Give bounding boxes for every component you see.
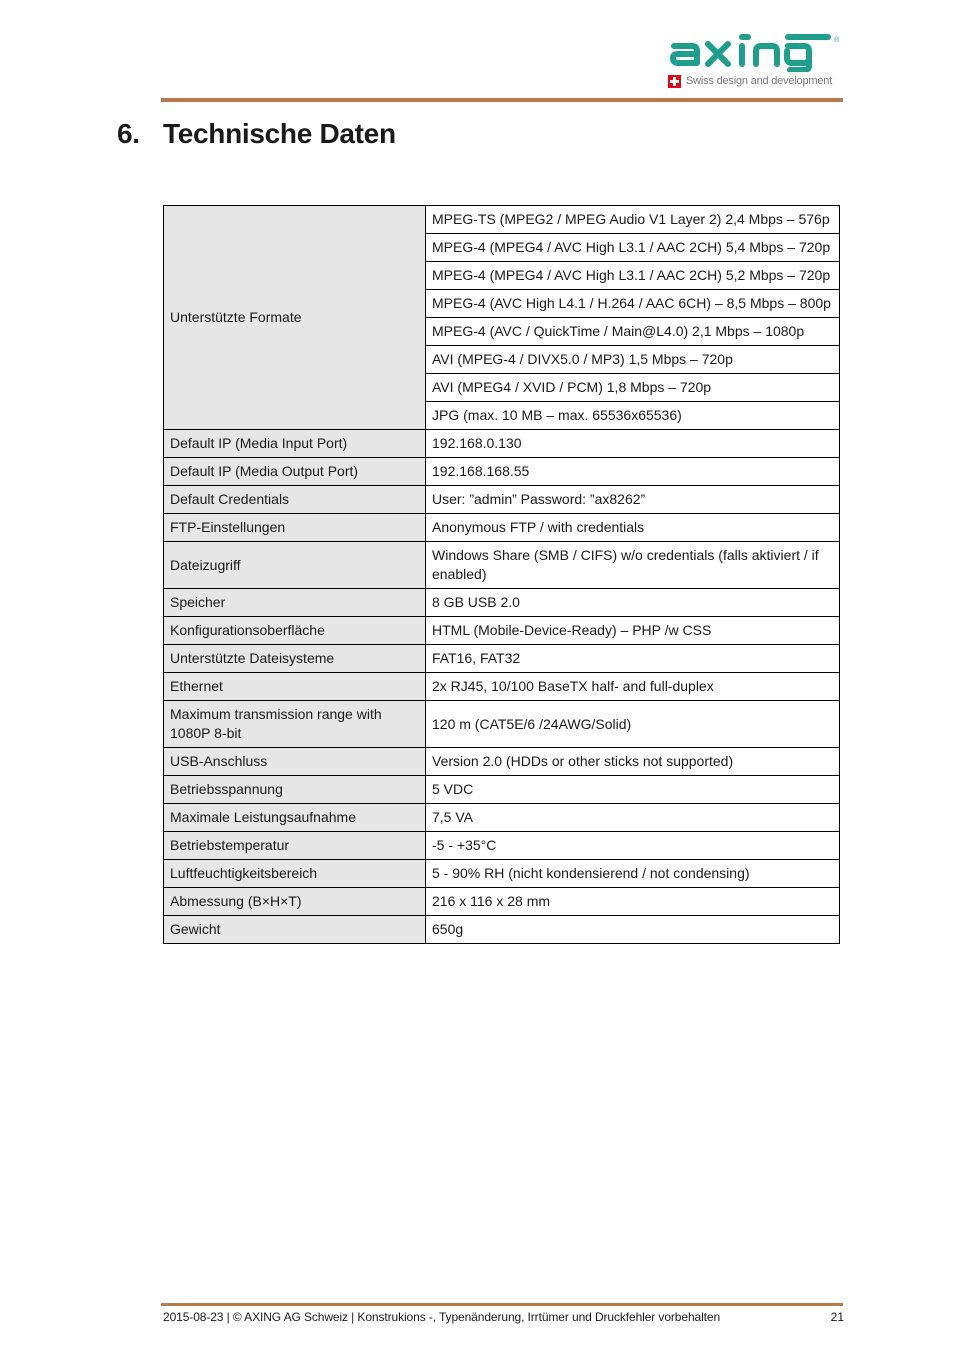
- spec-label: Maximum transmission range with 1080P 8-bit: [164, 701, 426, 748]
- spec-label: Ethernet: [164, 673, 426, 701]
- spec-value: Windows Share (SMB / CIFS) w/o credentials (falls aktiviert / if enabled): [426, 542, 840, 589]
- svg-text:®: ®: [834, 37, 840, 44]
- table-row: [164, 832, 840, 860]
- format-value: AVI (MPEG-4 / DIVX5.0 / MP3) 1,5 Mbps – 720p: [426, 346, 840, 374]
- table-row: [164, 804, 840, 832]
- table-row: [164, 514, 840, 542]
- section-heading: [117, 118, 396, 150]
- table-row: [164, 673, 840, 701]
- table-row: [164, 617, 840, 645]
- header-divider: [161, 98, 843, 102]
- spec-label-formats: Unterstützte Formate: [164, 206, 426, 430]
- spec-value: 120 m (CAT5E/6 /24AWG/Solid): [426, 701, 840, 748]
- format-value: MPEG-4 (MPEG4 / AVC High L3.1 / AAC 2CH) 5,4 Mbps – 720p: [426, 234, 840, 262]
- spec-value: Anonymous FTP / with credentials: [426, 514, 840, 542]
- spec-table: [163, 205, 840, 944]
- spec-label: Konfigurationsoberfläche: [164, 617, 426, 645]
- spec-label: Luftfeuchtigkeitsbereich: [164, 860, 426, 888]
- table-row: [164, 486, 840, 514]
- format-value: MPEG-4 (AVC / QuickTime / Main@L4.0) 2,1 Mbps – 1080p: [426, 318, 840, 346]
- table-row: [164, 860, 840, 888]
- spec-value: User: ”admin” Password: ”ax8262”: [426, 486, 840, 514]
- format-value: MPEG-4 (AVC High L4.1 / H.264 / AAC 6CH) – 8,5 Mbps – 800p: [426, 290, 840, 318]
- spec-value: FAT16, FAT32: [426, 645, 840, 673]
- spec-value: HTML (Mobile-Device-Ready) – PHP /w CSS: [426, 617, 840, 645]
- spec-value: -5 - +35°C: [426, 832, 840, 860]
- spec-label: Speicher: [164, 589, 426, 617]
- footer-text: 2015-08-23 | © AXING AG Schweiz | Konstrukions -, Typenänderung, Irrtümer und Druckfehler vorbehalten: [163, 1310, 721, 1324]
- spec-label: Unterstützte Dateisysteme: [164, 645, 426, 673]
- spec-value: 5 VDC: [426, 776, 840, 804]
- spec-table-body: [164, 206, 840, 944]
- spec-value: 192.168.168.55: [426, 458, 840, 486]
- section-number: 6.: [117, 118, 140, 149]
- swiss-flag-icon: [668, 75, 681, 88]
- table-row: [164, 589, 840, 617]
- spec-label: Betriebstemperatur: [164, 832, 426, 860]
- spec-label: Default IP (Media Input Port): [164, 430, 426, 458]
- spec-value: 650g: [426, 916, 840, 944]
- format-value: MPEG-TS (MPEG2 / MPEG Audio V1 Layer 2) 2,4 Mbps – 576p: [426, 206, 840, 234]
- format-value: AVI (MPEG4 / XVID / PCM) 1,8 Mbps – 720p: [426, 374, 840, 402]
- format-value: MPEG-4 (MPEG4 / AVC High L3.1 / AAC 2CH) 5,2 Mbps – 720p: [426, 262, 840, 290]
- table-row: [164, 748, 840, 776]
- spec-label: Default Credentials: [164, 486, 426, 514]
- spec-label: Abmessung (B×H×T): [164, 888, 426, 916]
- axing-logo: [668, 30, 844, 90]
- table-row: [164, 776, 840, 804]
- table-row: [164, 430, 840, 458]
- spec-label: Dateizugriff: [164, 542, 426, 589]
- spec-label: Maximale Leistungsaufnahme: [164, 804, 426, 832]
- table-row: [164, 888, 840, 916]
- spec-value: 192.168.0.130: [426, 430, 840, 458]
- logo-tagline-row: [668, 73, 832, 89]
- spec-value: 216 x 116 x 28 mm: [426, 888, 840, 916]
- table-row: [164, 542, 840, 589]
- spec-label: USB-Anschluss: [164, 748, 426, 776]
- section-title: Technische Daten: [163, 118, 396, 149]
- spec-value: Version 2.0 (HDDs or other sticks not supported): [426, 748, 840, 776]
- logo-tagline: Swiss design and development: [686, 75, 833, 87]
- axing-wordmark-logo: [668, 30, 840, 72]
- table-row: [164, 916, 840, 944]
- table-row: [164, 701, 840, 748]
- spec-label: Gewicht: [164, 916, 426, 944]
- table-row: [164, 206, 840, 234]
- format-value: JPG (max. 10 MB – max. 65536x65536): [426, 402, 840, 430]
- spec-value: 5 - 90% RH (nicht kondensierend / not condensing): [426, 860, 840, 888]
- footer-divider: [161, 1303, 843, 1306]
- spec-label: Betriebsspannung: [164, 776, 426, 804]
- table-row: [164, 645, 840, 673]
- table-row: [164, 458, 840, 486]
- spec-value: 2x RJ45, 10/100 BaseTX half- and full-duplex: [426, 673, 840, 701]
- page-number: 21: [830, 1310, 844, 1324]
- spec-label: Default IP (Media Output Port): [164, 458, 426, 486]
- spec-value: 8 GB USB 2.0: [426, 589, 840, 617]
- spec-value: 7,5 VA: [426, 804, 840, 832]
- spec-label: FTP-Einstellungen: [164, 514, 426, 542]
